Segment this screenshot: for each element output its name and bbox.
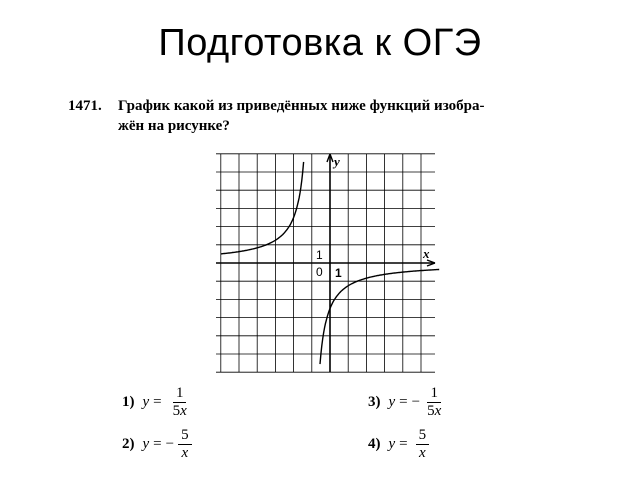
fraction-numerator: 1	[427, 385, 441, 403]
answer-fraction	[416, 427, 430, 462]
problem-text-line2: жён на рисунке?	[118, 118, 230, 134]
answer-number: 2)	[122, 436, 135, 452]
origin-label: 0	[316, 265, 323, 279]
answer-number: 3)	[368, 394, 381, 410]
problem-number: 1471.	[68, 98, 102, 114]
answer-y: y	[142, 436, 150, 452]
answer-eq: =	[153, 436, 162, 452]
answer-y: y	[388, 436, 396, 452]
fraction-den-coef: 5	[427, 403, 435, 419]
axis-y-label: y	[334, 154, 340, 169]
answer-option-1[interactable]	[122, 385, 190, 420]
fraction-den-var: x	[180, 403, 187, 419]
slide-title: Подготовка к ОГЭ	[158, 22, 482, 64]
fraction-den-var: x	[419, 445, 426, 461]
answer-sign: −	[411, 394, 421, 410]
answer-y: y	[388, 394, 396, 410]
axes	[216, 154, 435, 372]
answer-number: 1)	[122, 394, 135, 410]
unit-x-label: 1	[335, 266, 342, 280]
answer-fraction	[424, 385, 444, 420]
answer-number: 4)	[368, 436, 381, 452]
fraction-numerator: 1	[173, 385, 187, 403]
fraction-numerator: 5	[178, 427, 192, 445]
answer-option-4[interactable]	[368, 427, 429, 462]
answer-eq: =	[399, 394, 408, 410]
answer-option-3[interactable]	[368, 385, 444, 420]
problem-text-line1: График какой из приведённых ниже функций изобра-	[118, 98, 485, 114]
answer-eq: =	[399, 436, 408, 452]
answer-eq: =	[153, 394, 162, 410]
fraction-den-var: x	[434, 403, 442, 419]
axis-x-label: x	[423, 246, 430, 261]
fraction-den-var: x	[181, 445, 189, 461]
answer-fraction	[170, 385, 190, 420]
fraction-numerator: 5	[416, 427, 430, 445]
unit-y-label: 1	[316, 248, 323, 262]
answer-sign: −	[165, 436, 175, 452]
hyperbola-branch-upper-left	[221, 162, 304, 254]
answer-option-2[interactable]	[122, 427, 192, 462]
answer-y: y	[142, 394, 150, 410]
fraction-den-coef: 5	[172, 403, 181, 419]
answer-fraction	[178, 427, 192, 462]
